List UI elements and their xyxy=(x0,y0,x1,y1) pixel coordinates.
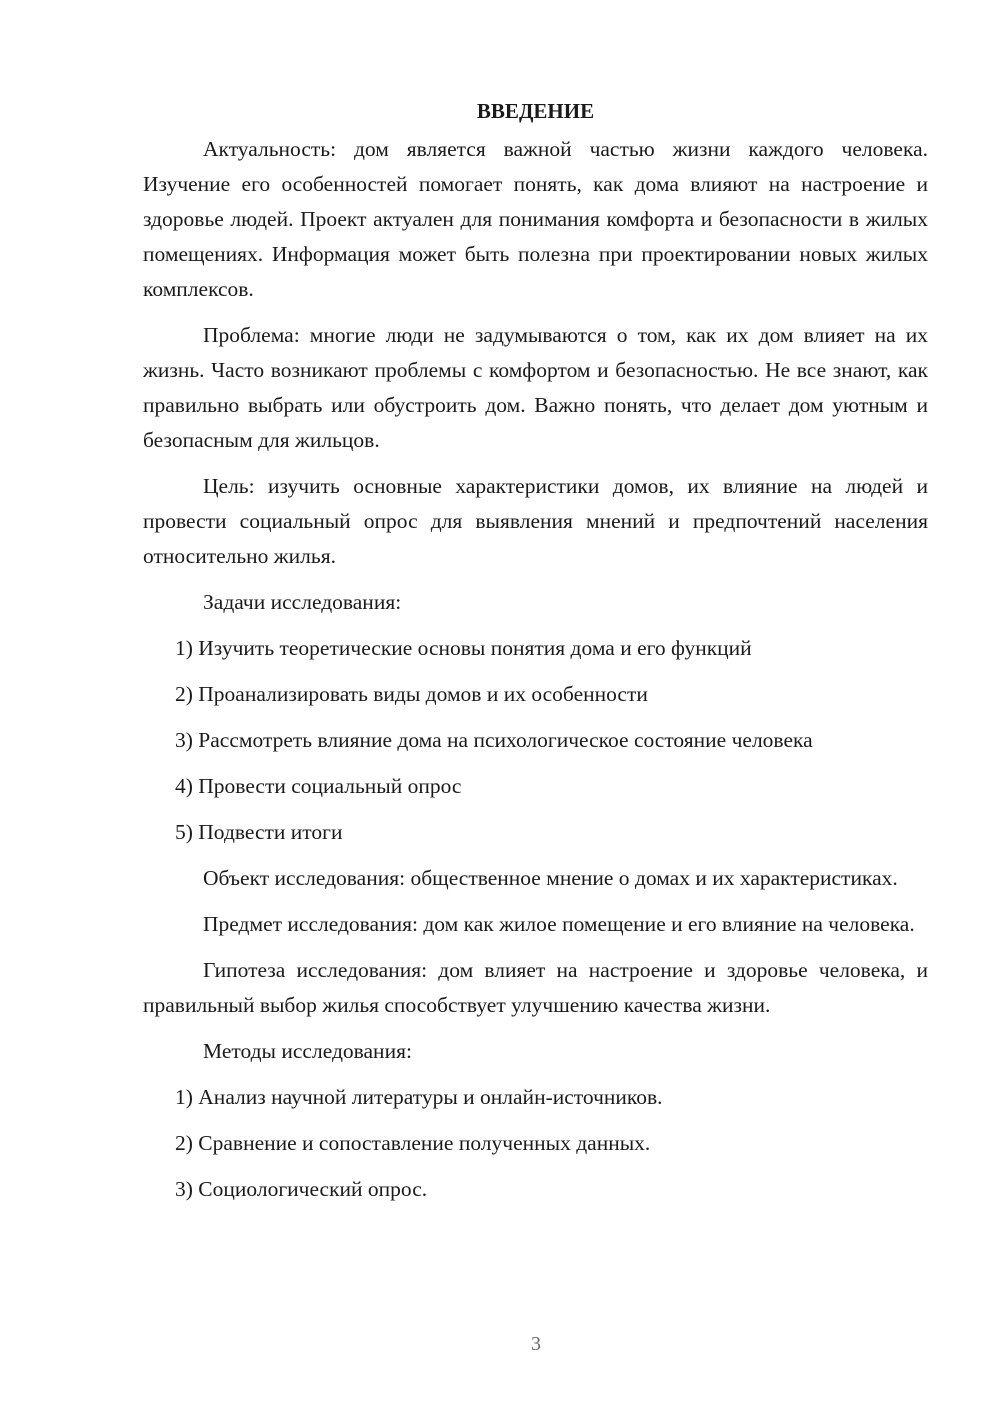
list-item: 3) Рассмотреть влияние дома на психологическое состояние человека xyxy=(175,728,813,752)
subject-paragraph: Предмет исследования: дом как жилое помещение и его влияние на человека. xyxy=(203,912,915,936)
list-item: 3) Социологический опрос. xyxy=(175,1177,428,1201)
goal-paragraph: Цель: изучить основные характеристики домов, их влияние на людей и провести социальный опрос для выявления мнений и предпочтений населения относительно жилья. xyxy=(143,474,928,568)
relevance-paragraph: Актуальность: дом является важной частью жизни каждого человека. Изучение его особенностей помогает понять, как дома влияют на настроение и здоровье людей. Проект актуален для понимания комфорта и безопасности в жилых помещениях. Информация может быть полезна при проектировании новых жилых комплексов. xyxy=(143,137,928,301)
tasks-title: Задачи исследования: xyxy=(203,590,402,614)
methods-title: Методы исследования: xyxy=(203,1039,412,1063)
page-title: ВВЕДЕНИЕ xyxy=(476,99,595,123)
list-item: 2) Проанализировать виды домов и их особенности xyxy=(175,682,648,706)
list-item: 1) Анализ научной литературы и онлайн-источников. xyxy=(175,1085,663,1109)
tasks-list xyxy=(143,631,928,850)
list-item: 5) Подвести итоги xyxy=(175,820,343,844)
list-item: 2) Сравнение и сопоставление полученных данных. xyxy=(175,1131,651,1155)
hypothesis-paragraph: Гипотеза исследования: дом влияет на настроение и здоровье человека, и правильный выбор жилья способствует улучшению качества жизни. xyxy=(143,958,928,1017)
problem-paragraph: Проблема: многие люди не задумываются о том, как их дом влияет на их жизнь. Часто возникают проблемы с комфортом и безопасностью. Не все знают, как правильно выбрать или обустроить дом. Важно понять, что делает дом уютным и безопасным для жильцов. xyxy=(143,323,928,452)
list-item: 1) Изучить теоретические основы понятия дома и его функций xyxy=(175,636,752,660)
list-item: 4) Провести социальный опрос xyxy=(175,774,462,798)
page-content xyxy=(143,97,928,1207)
object-paragraph: Объект исследования: общественное мнение о домах и их характеристиках. xyxy=(203,866,898,890)
methods-list xyxy=(143,1080,928,1207)
page-number: 3 xyxy=(531,1333,541,1355)
